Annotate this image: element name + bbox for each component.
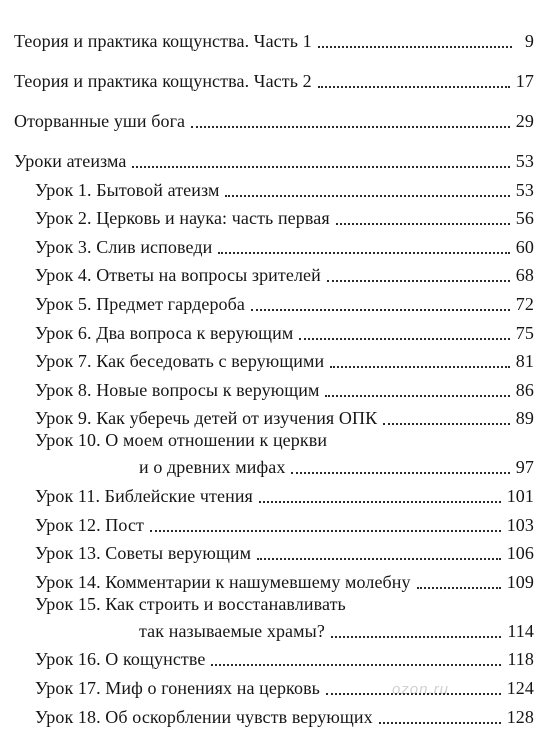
- lesson-title: Урок 11. Библейские чтения: [35, 485, 253, 506]
- toc-entry-torn-ears: [14, 108, 534, 135]
- lesson-title: Урок 7. Как беседовать с верующими: [35, 351, 325, 372]
- lesson-title-continued: и о древних мифах: [139, 457, 286, 478]
- lesson-page: 106: [506, 543, 534, 564]
- dot-leader: [336, 222, 510, 225]
- lesson-entry: [14, 375, 534, 404]
- dot-leader: [225, 194, 509, 197]
- dot-leader: [257, 557, 501, 560]
- lesson-entry: [14, 204, 534, 233]
- lesson-page: 60: [515, 236, 534, 257]
- lesson-title: Урок 18. Об оскорблении чувств верующих: [35, 706, 373, 727]
- lesson-page: 97: [515, 457, 534, 478]
- lesson-page: 72: [515, 293, 534, 314]
- lesson-entry: [14, 261, 534, 290]
- dot-leader: [259, 500, 501, 503]
- lesson-title-continued: так называемые храмы?: [139, 620, 325, 641]
- lesson-entry: [14, 347, 534, 376]
- lesson-title: Урок 6. Два вопроса к верующим: [35, 322, 294, 343]
- lesson-page: 86: [515, 379, 534, 400]
- dot-leader: [327, 279, 510, 282]
- lesson-title: Урок 16. О кощунстве: [35, 649, 206, 670]
- toc-entry-title: Теория и практика кощунства. Часть 2: [14, 71, 312, 91]
- table-of-contents: [14, 28, 534, 731]
- lesson-page: 101: [506, 485, 534, 506]
- dot-leader: [330, 365, 510, 368]
- lesson-title: Урок 2. Церковь и наука: часть первая: [35, 208, 330, 229]
- lesson-entry: [14, 673, 534, 702]
- lesson-title: Урок 10. О моем отношении к церкви: [35, 430, 328, 451]
- lesson-page: 53: [515, 179, 534, 200]
- lesson-title: Урок 12. Пост: [35, 514, 145, 535]
- toc-entry-page: 17: [515, 71, 534, 91]
- lesson-title: Урок 8. Новые вопросы к верующим: [35, 379, 320, 400]
- lesson-title: Урок 13. Советы верующим: [35, 543, 252, 564]
- toc-entry-title: Теория и практика кощунства. Часть 1: [14, 31, 312, 51]
- dot-leader: [191, 125, 510, 128]
- lesson-entry: [14, 702, 534, 731]
- watermark: ozon.ru: [391, 681, 449, 698]
- lesson-page: 89: [515, 408, 534, 429]
- toc-entry-part-1: [14, 28, 534, 55]
- toc-entry-title: Оторванные уши бога: [14, 111, 186, 131]
- lesson-page: 114: [507, 620, 534, 641]
- dot-leader: [218, 251, 509, 254]
- toc-entry-page: 9: [524, 31, 534, 51]
- dot-leader: [383, 422, 510, 425]
- lesson-title: Урок 17. Миф о гонениях на церковь: [35, 677, 320, 698]
- lesson-page: 118: [507, 649, 534, 670]
- lesson-entry: [14, 318, 534, 347]
- toc-entry-page: 29: [515, 111, 534, 131]
- dot-leader: [150, 529, 501, 532]
- toc-entry-page: 53: [515, 151, 534, 171]
- dot-leader: [291, 471, 509, 474]
- lesson-title: Урок 15. Как строить и восстанавливать: [35, 593, 346, 614]
- lesson-entry: [14, 232, 534, 261]
- toc-entry-atheism-lessons: [14, 148, 534, 175]
- lesson-title: Урок 3. Слив исповеди: [35, 236, 213, 257]
- lesson-page: 128: [506, 706, 534, 727]
- lesson-entry: [14, 510, 534, 539]
- dot-leader: [325, 394, 509, 397]
- toc-entry-part-2: [14, 68, 534, 95]
- lesson-page: 124: [506, 677, 534, 698]
- dot-leader: [379, 721, 501, 724]
- lesson-title: Урок 5. Предмет гардероба: [35, 293, 245, 314]
- lesson-page: 75: [515, 322, 534, 343]
- toc-entry-title: Уроки атеизма: [14, 151, 127, 171]
- lesson-page: 81: [515, 351, 534, 372]
- dot-leader: [318, 85, 510, 88]
- lesson-entry: [14, 593, 534, 645]
- dot-leader: [417, 586, 501, 589]
- dot-leader: [211, 663, 501, 666]
- lesson-title: Урок 1. Бытовой атеизм: [35, 179, 220, 200]
- lesson-title: Урок 4. Ответы на вопросы зрителей: [35, 265, 321, 286]
- lesson-entry: [14, 432, 534, 481]
- lesson-title: Урок 14. Комментарии к нашумевшему молебну: [35, 571, 411, 592]
- lesson-entry: [14, 289, 534, 318]
- lesson-page: 109: [506, 571, 534, 592]
- lesson-page: 56: [515, 208, 534, 229]
- dot-leader: [331, 635, 501, 638]
- lesson-entry: [14, 175, 534, 204]
- lesson-page: 103: [506, 514, 534, 535]
- lesson-entry: [14, 539, 534, 568]
- dot-leader: [251, 308, 510, 311]
- lesson-entry: [14, 481, 534, 510]
- dot-leader: [132, 165, 509, 168]
- lesson-title: Урок 9. Как уберечь детей от изучения ОПК: [35, 408, 378, 429]
- dot-leader: [318, 45, 512, 48]
- lesson-page: 68: [515, 265, 534, 286]
- dot-leader: [299, 337, 509, 340]
- lesson-entry: [14, 645, 534, 674]
